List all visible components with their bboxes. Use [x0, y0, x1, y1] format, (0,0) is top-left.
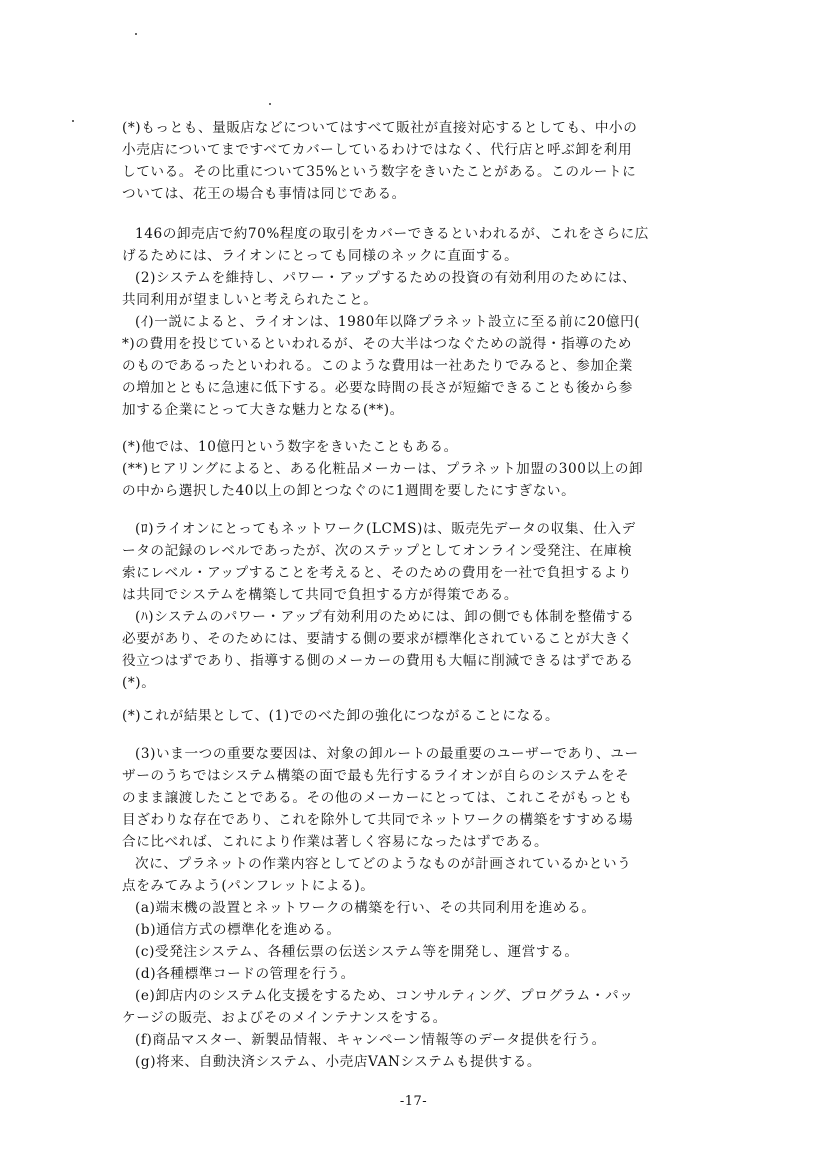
- text-line: (2)システムを維持し、パワー・アップするための投資の有効利用のためには、: [135, 270, 637, 286]
- text-line: 小売店についてまですべてカバーしているわけではなく、代行店と呼ぶ卸を利用: [122, 142, 633, 158]
- text-line: (*)他では、10億円という数字をきいたこともある。: [122, 439, 458, 455]
- text-line: 役立つはずであり、指導する側のメーカーの費用も大幅に削減できるはずである: [122, 653, 634, 669]
- text-line: (f)商品マスター、新製品情報、キャンペーン情報等のデータ提供を行う。: [135, 1032, 606, 1048]
- text-line: (ﾛ)ライオンにとってもネットワーク(LCMS)は、販売先データの収集、仕入デ: [135, 521, 636, 537]
- text-line: ついては、花王の場合も事情は同じである。: [122, 186, 406, 202]
- text-line: (ｲ)一説によると、ライオンは、1980年以降プラネット設立に至る前に20億円(: [135, 314, 641, 330]
- text-line: ザーのうちではシステム構築の面で最も先行するライオンが自らのシステムをそ: [122, 768, 630, 784]
- text-line: げるためには、ライオンにとっても同様のネックに直面する。: [122, 248, 519, 264]
- text-line: 加する企業にとって大きな魅力となる(**)。: [122, 402, 404, 418]
- text-line: ータの記録のレベルであったが、次のステップとしてオンライン受発注、在庫検: [122, 543, 633, 559]
- scan-speck: [269, 103, 271, 105]
- text-line: (b)通信方式の標準化を進める。: [135, 922, 341, 938]
- text-line: のまま譲渡したことである。その他のメーカーにとっては、これこそがもっとも: [122, 790, 633, 806]
- text-line: (c)受発注システム、各種伝票の伝送システム等を開発し、運営する。: [135, 944, 579, 960]
- text-line: (a)端末機の設置とネットワークの構築を行い、その共同利用を進める。: [135, 900, 596, 916]
- page-number: -17-: [399, 1094, 428, 1109]
- text-line: 目ざわりな存在であり、これを除外して共同でネットワークの構築をすすめる場: [122, 812, 634, 828]
- text-line: 次に、プラネットの作業内容としてどのようなものが計画されているかという: [135, 856, 632, 872]
- text-line: 共同利用が望ましいと考えられたこと。: [122, 292, 378, 308]
- text-line: のものであるったといわれる。このような費用は一社あたりでみると、参加企業: [122, 358, 633, 374]
- text-line: 点をみてみよう(パンフレットによる)。: [122, 878, 375, 894]
- scan-speck: [135, 33, 137, 35]
- text-line: (*)これが結果として、(1)でのべた卸の強化につながることになる。: [122, 708, 560, 724]
- text-line: (*)もっとも、量販店などについてはすべて販社が直接対応するとしても、中小の: [122, 120, 638, 136]
- scan-speck: [72, 120, 74, 122]
- text-line: 索にレベル・アップすることを考えると、そのための費用を一社で負担するより: [122, 565, 633, 581]
- text-line: (3)いま一つの重要な要因は、対象の卸ルートの最重要のユーザーであり、ユー: [135, 746, 639, 762]
- text-line: の増加とともに急速に低下する。必要な時間の長さが短縮できることも後から参: [122, 380, 633, 396]
- text-line: 合に比べれば、これにより作業は著しく容易になったはずである。: [122, 834, 549, 850]
- text-line: (**)ヒアリングによると、ある化粧品メーカーは、プラネット加盟の300以上の卸: [122, 461, 644, 477]
- text-line: *)の費用を投じているといわれるが、その大半はつなぐための説得・指導のため: [122, 336, 633, 352]
- text-line: (d)各種標準コードの管理を行う。: [135, 966, 355, 982]
- text-line: ケージの販売、およびそのメインテナンスをする。: [122, 1010, 447, 1026]
- text-line: (*)。: [122, 675, 156, 691]
- text-line: している。その比重について35%という数字をきいたことがある。このルートに: [122, 164, 637, 180]
- text-line: の中から選択した40以上の卸とつなぐのに1週間を要したにすぎない。: [122, 483, 576, 499]
- text-line: (e)卸店内のシステム化支援をするため、コンサルティング、プログラム・パッ: [135, 988, 634, 1004]
- text-line: は共同でシステムを構築して共同で負担する方が得策である。: [122, 587, 519, 603]
- text-line: (ﾊ)システムのパワー・アップ有効利用のためには、卸の側でも体制を整備する: [135, 609, 635, 625]
- text-line: (g)将来、自動決済システム、小売店VANシステムも提供する。: [135, 1054, 542, 1070]
- text-line: 146の卸売店で約70%程度の取引をカバーできるといわれるが、これをさらに広: [135, 226, 649, 242]
- text-line: 必要があり、そのためには、要請する側の要求が標準化されていることが大きく: [122, 631, 633, 647]
